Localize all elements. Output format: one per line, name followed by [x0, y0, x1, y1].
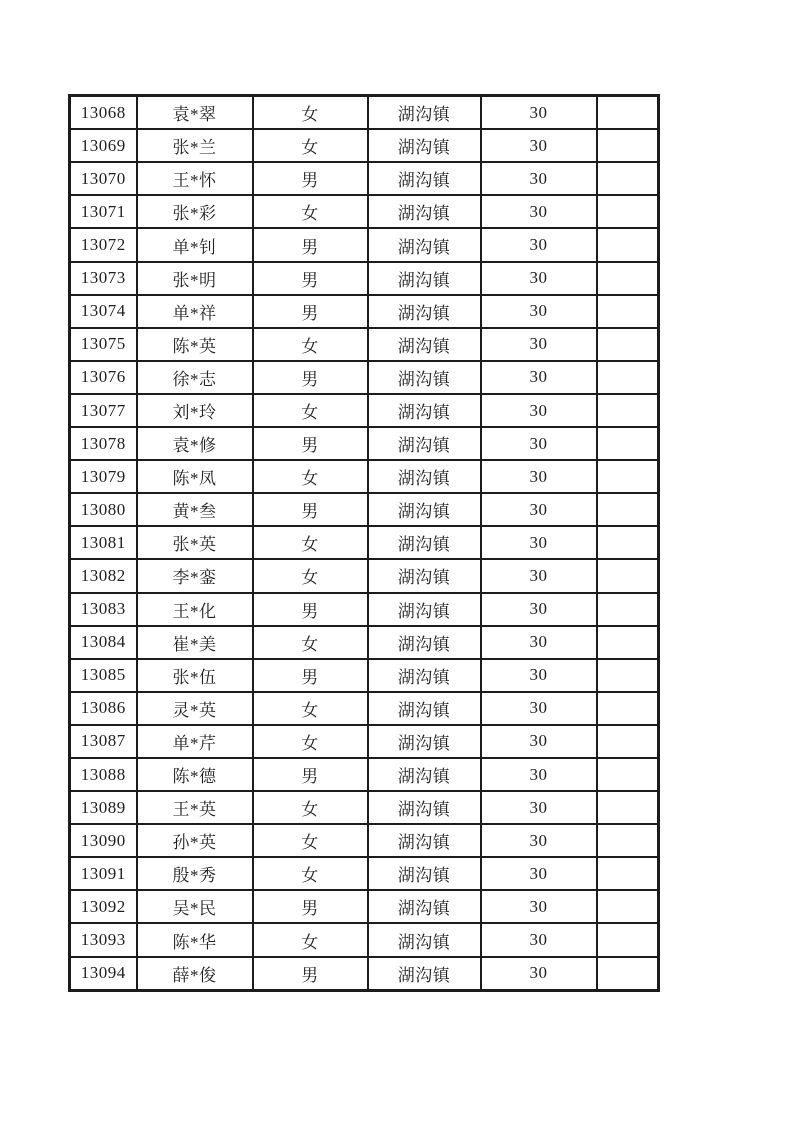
cell-town: 湖沟镇: [368, 162, 481, 195]
cell-id: 13082: [70, 559, 137, 592]
cell-id: 13085: [70, 659, 137, 692]
cell-name: 孙*英: [137, 824, 253, 857]
cell-blank: [597, 328, 659, 361]
cell-blank: [597, 559, 659, 592]
table-row: [70, 427, 659, 460]
cell-id: 13081: [70, 526, 137, 559]
cell-amount: 30: [481, 890, 597, 923]
cell-town: 湖沟镇: [368, 526, 481, 559]
cell-name: 单*钊: [137, 228, 253, 261]
cell-town: 湖沟镇: [368, 228, 481, 261]
cell-town: 湖沟镇: [368, 96, 481, 130]
cell-amount: 30: [481, 162, 597, 195]
table-row: [70, 328, 659, 361]
table-row: [70, 791, 659, 824]
cell-name: 袁*翠: [137, 96, 253, 130]
cell-blank: [597, 890, 659, 923]
cell-amount: 30: [481, 626, 597, 659]
cell-blank: [597, 758, 659, 791]
cell-id: 13074: [70, 295, 137, 328]
cell-blank: [597, 361, 659, 394]
cell-gender: 女: [253, 791, 368, 824]
cell-amount: 30: [481, 758, 597, 791]
cell-name: 陈*凤: [137, 460, 253, 493]
cell-town: 湖沟镇: [368, 559, 481, 592]
cell-gender: 女: [253, 328, 368, 361]
cell-amount: 30: [481, 824, 597, 857]
cell-blank: [597, 427, 659, 460]
cell-gender: 男: [253, 361, 368, 394]
cell-town: 湖沟镇: [368, 923, 481, 956]
cell-name: 吴*民: [137, 890, 253, 923]
cell-gender: 男: [253, 427, 368, 460]
cell-town: 湖沟镇: [368, 659, 481, 692]
cell-name: 张*彩: [137, 195, 253, 228]
cell-id: 13079: [70, 460, 137, 493]
cell-town: 湖沟镇: [368, 890, 481, 923]
cell-name: 袁*修: [137, 427, 253, 460]
cell-town: 湖沟镇: [368, 626, 481, 659]
cell-id: 13080: [70, 493, 137, 526]
cell-gender: 女: [253, 96, 368, 130]
cell-amount: 30: [481, 659, 597, 692]
cell-blank: [597, 824, 659, 857]
cell-gender: 男: [253, 162, 368, 195]
cell-name: 单*祥: [137, 295, 253, 328]
cell-town: 湖沟镇: [368, 692, 481, 725]
cell-gender: 女: [253, 526, 368, 559]
table-row: [70, 957, 659, 991]
cell-name: 陈*德: [137, 758, 253, 791]
cell-town: 湖沟镇: [368, 493, 481, 526]
cell-id: 13069: [70, 129, 137, 162]
cell-amount: 30: [481, 692, 597, 725]
cell-name: 李*銮: [137, 559, 253, 592]
cell-name: 陈*华: [137, 923, 253, 956]
cell-blank: [597, 725, 659, 758]
cell-id: 13073: [70, 262, 137, 295]
cell-name: 陈*英: [137, 328, 253, 361]
cell-town: 湖沟镇: [368, 262, 481, 295]
cell-gender: 男: [253, 758, 368, 791]
cell-id: 13088: [70, 758, 137, 791]
cell-id: 13092: [70, 890, 137, 923]
cell-blank: [597, 659, 659, 692]
cell-amount: 30: [481, 725, 597, 758]
cell-gender: 男: [253, 890, 368, 923]
cell-gender: 女: [253, 129, 368, 162]
cell-id: 13094: [70, 957, 137, 991]
cell-blank: [597, 791, 659, 824]
table-row: [70, 593, 659, 626]
cell-amount: 30: [481, 295, 597, 328]
cell-id: 13083: [70, 593, 137, 626]
cell-gender: 女: [253, 725, 368, 758]
cell-gender: 女: [253, 559, 368, 592]
cell-id: 13070: [70, 162, 137, 195]
cell-id: 13086: [70, 692, 137, 725]
roster-table-body: [70, 96, 659, 991]
cell-town: 湖沟镇: [368, 295, 481, 328]
cell-blank: [597, 957, 659, 991]
cell-gender: 男: [253, 228, 368, 261]
cell-town: 湖沟镇: [368, 129, 481, 162]
cell-town: 湖沟镇: [368, 460, 481, 493]
table-row: [70, 96, 659, 130]
table-row: [70, 923, 659, 956]
table-row: [70, 361, 659, 394]
cell-gender: 女: [253, 460, 368, 493]
cell-gender: 女: [253, 923, 368, 956]
cell-blank: [597, 460, 659, 493]
table-row: [70, 129, 659, 162]
cell-blank: [597, 526, 659, 559]
table-row: [70, 460, 659, 493]
cell-town: 湖沟镇: [368, 758, 481, 791]
cell-blank: [597, 857, 659, 890]
cell-name: 张*英: [137, 526, 253, 559]
cell-gender: 男: [253, 957, 368, 991]
cell-blank: [597, 923, 659, 956]
cell-amount: 30: [481, 361, 597, 394]
cell-id: 13068: [70, 96, 137, 130]
cell-gender: 女: [253, 857, 368, 890]
cell-name: 张*兰: [137, 129, 253, 162]
table-row: [70, 626, 659, 659]
cell-blank: [597, 96, 659, 130]
table-row: [70, 559, 659, 592]
table-row: [70, 394, 659, 427]
cell-town: 湖沟镇: [368, 857, 481, 890]
cell-blank: [597, 626, 659, 659]
cell-amount: 30: [481, 857, 597, 890]
cell-blank: [597, 162, 659, 195]
cell-amount: 30: [481, 129, 597, 162]
cell-name: 刘*玲: [137, 394, 253, 427]
cell-amount: 30: [481, 228, 597, 261]
cell-town: 湖沟镇: [368, 328, 481, 361]
cell-amount: 30: [481, 957, 597, 991]
cell-blank: [597, 593, 659, 626]
cell-blank: [597, 692, 659, 725]
cell-name: 王*怀: [137, 162, 253, 195]
cell-id: 13089: [70, 791, 137, 824]
cell-name: 王*化: [137, 593, 253, 626]
cell-amount: 30: [481, 593, 597, 626]
cell-name: 单*芹: [137, 725, 253, 758]
cell-town: 湖沟镇: [368, 725, 481, 758]
cell-gender: 女: [253, 626, 368, 659]
cell-amount: 30: [481, 262, 597, 295]
cell-amount: 30: [481, 328, 597, 361]
cell-id: 13090: [70, 824, 137, 857]
cell-name: 张*明: [137, 262, 253, 295]
cell-amount: 30: [481, 493, 597, 526]
cell-gender: 女: [253, 195, 368, 228]
table-row: [70, 295, 659, 328]
roster-table: [68, 94, 660, 992]
cell-id: 13072: [70, 228, 137, 261]
cell-town: 湖沟镇: [368, 394, 481, 427]
table-row: [70, 195, 659, 228]
cell-name: 张*伍: [137, 659, 253, 692]
cell-id: 13077: [70, 394, 137, 427]
cell-gender: 男: [253, 295, 368, 328]
table-row: [70, 162, 659, 195]
cell-amount: 30: [481, 195, 597, 228]
cell-amount: 30: [481, 460, 597, 493]
table-row: [70, 857, 659, 890]
cell-town: 湖沟镇: [368, 427, 481, 460]
cell-name: 黄*叁: [137, 493, 253, 526]
cell-id: 13078: [70, 427, 137, 460]
cell-gender: 男: [253, 593, 368, 626]
cell-town: 湖沟镇: [368, 195, 481, 228]
table-row: [70, 493, 659, 526]
cell-town: 湖沟镇: [368, 824, 481, 857]
table-row: [70, 228, 659, 261]
cell-id: 13071: [70, 195, 137, 228]
cell-blank: [597, 394, 659, 427]
cell-amount: 30: [481, 526, 597, 559]
cell-blank: [597, 295, 659, 328]
cell-id: 13075: [70, 328, 137, 361]
cell-name: 灵*英: [137, 692, 253, 725]
cell-blank: [597, 493, 659, 526]
table-row: [70, 526, 659, 559]
cell-name: 薛*俊: [137, 957, 253, 991]
table-row: [70, 692, 659, 725]
cell-amount: 30: [481, 559, 597, 592]
cell-blank: [597, 228, 659, 261]
cell-amount: 30: [481, 96, 597, 130]
cell-blank: [597, 262, 659, 295]
cell-name: 殷*秀: [137, 857, 253, 890]
cell-name: 徐*志: [137, 361, 253, 394]
cell-id: 13093: [70, 923, 137, 956]
cell-id: 13076: [70, 361, 137, 394]
cell-gender: 男: [253, 493, 368, 526]
cell-town: 湖沟镇: [368, 361, 481, 394]
cell-id: 13087: [70, 725, 137, 758]
cell-id: 13084: [70, 626, 137, 659]
cell-amount: 30: [481, 923, 597, 956]
table-row: [70, 262, 659, 295]
cell-name: 崔*美: [137, 626, 253, 659]
cell-gender: 女: [253, 692, 368, 725]
cell-gender: 男: [253, 262, 368, 295]
cell-town: 湖沟镇: [368, 593, 481, 626]
table-row: [70, 659, 659, 692]
cell-id: 13091: [70, 857, 137, 890]
table-row: [70, 725, 659, 758]
cell-amount: 30: [481, 427, 597, 460]
table-row: [70, 824, 659, 857]
cell-gender: 女: [253, 824, 368, 857]
cell-amount: 30: [481, 791, 597, 824]
cell-name: 王*英: [137, 791, 253, 824]
cell-blank: [597, 129, 659, 162]
cell-town: 湖沟镇: [368, 957, 481, 991]
cell-town: 湖沟镇: [368, 791, 481, 824]
cell-gender: 男: [253, 659, 368, 692]
table-row: [70, 758, 659, 791]
cell-amount: 30: [481, 394, 597, 427]
cell-gender: 女: [253, 394, 368, 427]
table-row: [70, 890, 659, 923]
cell-blank: [597, 195, 659, 228]
